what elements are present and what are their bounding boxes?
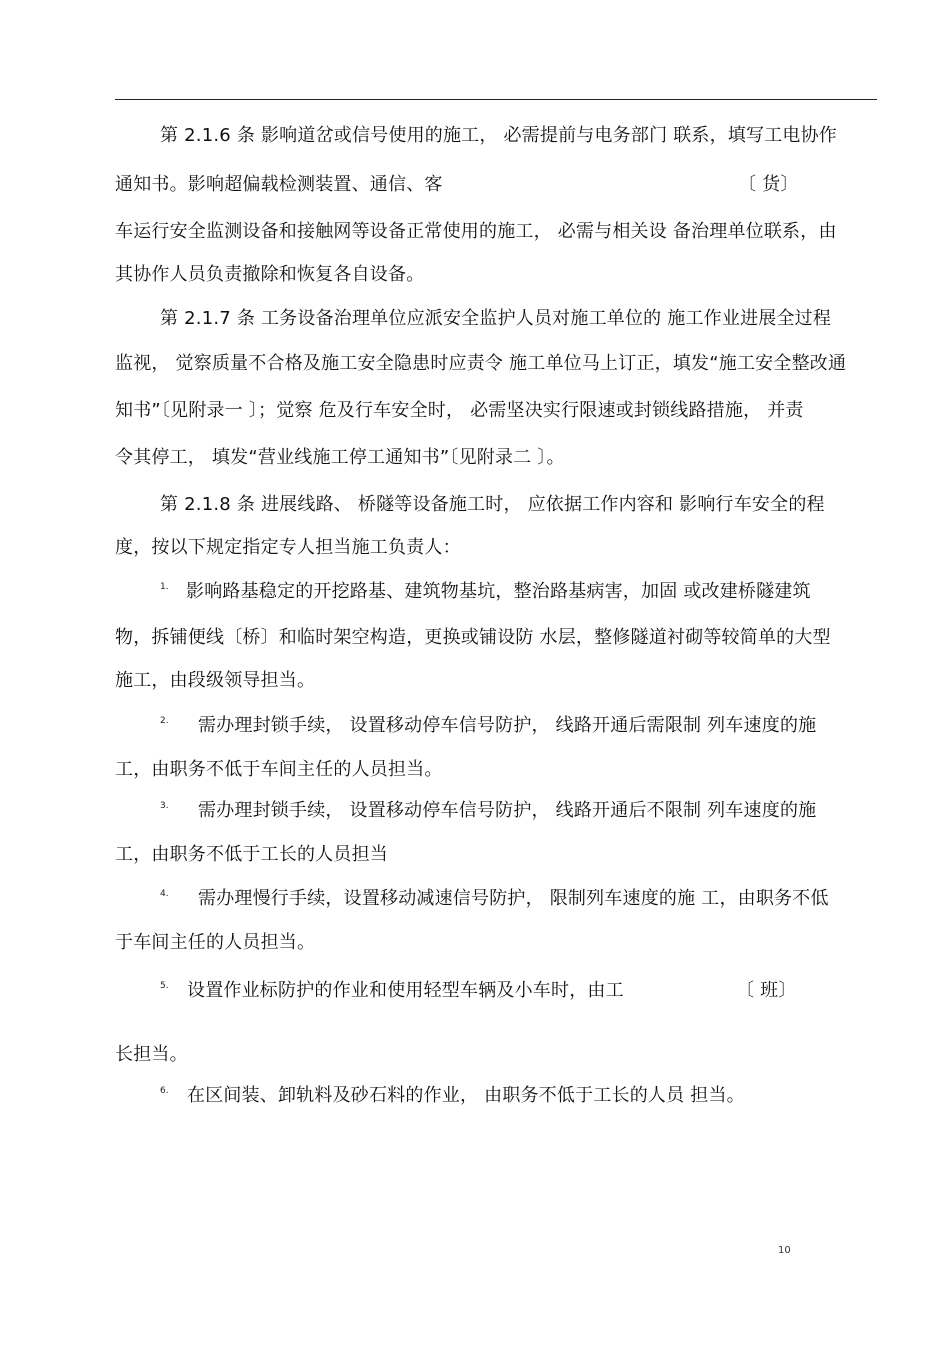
text-line: 在区间装、卸轨料及砂石料的作业， 由职务不低于工长的人员 担当。 (187, 1085, 745, 1106)
text-line: 其协作人员负责撤除和恢复各自设备。 (115, 264, 425, 285)
text-line: 需办理慢行手续，设置移动减速信号防护， 限制列车速度的施 工，由职务不低 (198, 888, 829, 909)
text-line: 车运行安全监测设备和接触网等设备正常使用的施工， 必需与相关设 备治理单位联系，由 (115, 221, 837, 242)
list-item-number: 6. (160, 1086, 169, 1096)
page-number: 10 (778, 1245, 791, 1256)
text-line: 长担当。 (115, 1044, 188, 1065)
list-item-number: 3. (160, 801, 169, 811)
text-line: 令其停工， 填发“营业线施工停工通知书”〔见附录二 〕。 (115, 447, 565, 468)
text-line: 于车间主任的人员担当。 (115, 932, 316, 953)
list-item-number: 4. (160, 889, 169, 899)
text-line: 通知书。影响超偏载检测装置、通信、客 (115, 174, 443, 195)
text-line: 监视， 觉察质量不合格及施工安全隐患时应责令 施工单位马上订正，填发“施工安全整改通 (115, 353, 847, 374)
text-line: 设置作业标防护的作业和使用轻型车辆及小车时，由工 (187, 980, 624, 1001)
text-line: 〔 货〕 (738, 174, 799, 195)
text-line: 需办理封锁手续， 设置移动停车信号防护， 线路开通后不限制 列车速度的施 (198, 800, 817, 821)
header-rule (115, 99, 877, 100)
text-line: 〔 班〕 (736, 980, 797, 1001)
text-line: 知书”〔见附录一 〕；觉察 危及行车安全时， 必需坚决实行限速或封锁线路措施， 并责 (115, 400, 804, 421)
text-line: 度，按以下规定指定专人担当施工负责人： (115, 537, 461, 558)
text-line: 工，由职务不低于车间主任的人员担当。 (115, 759, 443, 780)
text-line: 影响路基稳定的开挖路基、建筑物基坑，整治路基病害，加固 或改建桥隧建筑 (186, 581, 811, 602)
text-line: 第 2.1.8 条 进展线路、 桥隧等设备施工时， 应依据工作内容和 影响行车安全的程 (160, 494, 825, 515)
text-line: 第 2.1.6 条 影响道岔或信号使用的施工， 必需提前与电务部门 联系，填写工电协作 (160, 125, 838, 146)
text-line: 第 2.1.7 条 工务设备治理单位应派安全监护人员对施工单位的 施工作业进展全过程 (160, 308, 832, 329)
text-line: 施工，由段级领导担当。 (115, 670, 316, 691)
text-line: 物，拆铺便线〔桥〕和临时架空构造，更换或铺设防 水层，整修隧道衬砌等较简单的大型 (115, 627, 831, 648)
text-line: 需办理封锁手续， 设置移动停车信号防护， 线路开通后需限制 列车速度的施 (198, 715, 817, 736)
list-item-number: 1. (160, 582, 169, 592)
list-item-number: 2. (160, 716, 169, 726)
list-item-number: 5. (160, 981, 169, 991)
text-line: 工，由职务不低于工长的人员担当 (115, 844, 388, 865)
